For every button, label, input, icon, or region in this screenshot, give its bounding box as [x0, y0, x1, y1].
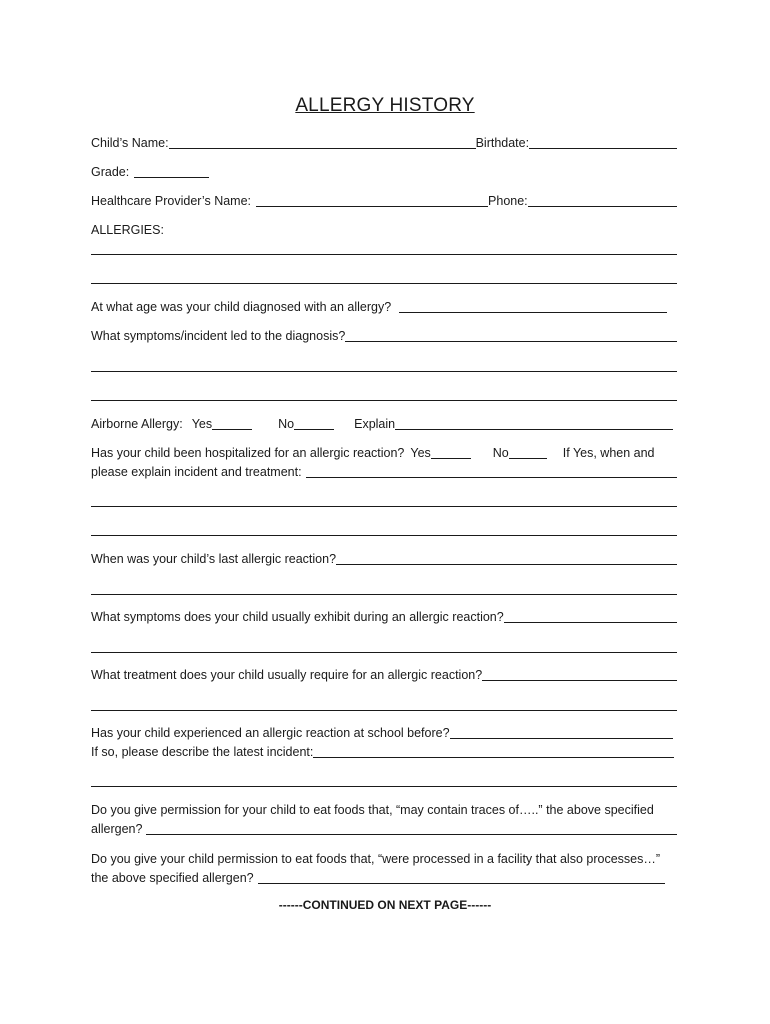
hospitalized-yes-label: Yes [410, 446, 431, 460]
allergies-row [91, 221, 677, 238]
traces-permission-label: Do you give permission for your child to eat foods that, “may contain traces of…..” the above specified [91, 803, 654, 817]
facility-allergen-row [91, 869, 677, 886]
symptoms-exhibit-field[interactable] [504, 609, 677, 623]
last-reaction-label: When was your child’s last allergic reaction? [91, 552, 337, 566]
diagnosis-age-row [91, 298, 677, 315]
phone-label: Phone: [488, 194, 528, 208]
hospitalized-explain-label: please explain incident and treatment: [91, 465, 302, 479]
hospitalized-label: Has your child been hospitalized for an allergic reaction? [91, 446, 405, 460]
diagnosis-symptoms-label: What symptoms/incident led to the diagnosis? [91, 329, 346, 343]
traces-allergen-row [91, 820, 677, 837]
facility-permission-label: Do you give your child permission to eat foods that, “were processed in a facility that also processes…” [91, 852, 661, 866]
symptoms-exhibit-row [91, 608, 677, 625]
hospitalized-row [91, 444, 677, 461]
airborne-no-field[interactable] [294, 416, 334, 430]
airborne-explain-label: Explain [354, 417, 396, 431]
symptoms-exhibit-label: What symptoms does your child usually exhibit during an allergic reaction? [91, 610, 504, 624]
facility-permission-field[interactable] [258, 870, 665, 884]
childs-name-field[interactable] [169, 135, 476, 149]
hospitalized-line-2[interactable] [91, 535, 677, 536]
allergies-line-2[interactable] [91, 283, 677, 284]
phone-field[interactable] [528, 193, 677, 207]
diagnosis-symptoms-field[interactable] [345, 328, 677, 342]
school-reaction-field[interactable] [450, 725, 673, 739]
grade-label: Grade: [91, 165, 130, 179]
hospitalized-yes-field[interactable] [431, 445, 471, 459]
continued-notice: ------CONTINUED ON NEXT PAGE------ [278, 898, 492, 912]
grade-field[interactable] [134, 164, 209, 178]
symptoms-exhibit-line-1[interactable] [91, 652, 677, 653]
hospitalized-line-1[interactable] [91, 506, 677, 507]
hospitalized-explain-field[interactable] [306, 464, 677, 478]
childs-name-row [91, 134, 677, 151]
allergies-label: ALLERGIES: [91, 223, 164, 237]
diagnosis-line-1[interactable] [91, 371, 677, 372]
provider-name-label: Healthcare Provider’s Name: [91, 194, 252, 208]
diagnosis-line-2[interactable] [91, 400, 677, 401]
form-title: ALLERGY HISTORY [295, 95, 475, 116]
provider-row [91, 192, 677, 209]
diagnosis-age-label: At what age was your child diagnosed with an allergy? [91, 300, 392, 314]
school-describe-row [91, 743, 677, 760]
last-reaction-line-1[interactable] [91, 594, 677, 595]
treatment-field[interactable] [482, 667, 677, 681]
last-reaction-row [91, 550, 677, 567]
hospitalized-if-yes-label: If Yes, when and [562, 446, 655, 460]
childs-name-label: Child’s Name: [91, 136, 169, 150]
traces-permission-row [91, 801, 677, 818]
airborne-label: Airborne Allergy: [91, 417, 183, 431]
airborne-no-label: No [278, 417, 295, 431]
facility-allergen-label: the above specified allergen? [91, 871, 254, 885]
hospitalized-explain-row [91, 463, 677, 480]
school-reaction-label: Has your child experienced an allergic reaction at school before? [91, 726, 450, 740]
diagnosis-age-field[interactable] [399, 299, 667, 313]
school-describe-field[interactable] [313, 744, 674, 758]
traces-allergen-label: allergen? [91, 822, 143, 836]
hospitalized-no-label: No [492, 446, 509, 460]
airborne-yes-label: Yes [191, 417, 213, 431]
treatment-line-1[interactable] [91, 710, 677, 711]
treatment-row [91, 666, 677, 683]
facility-permission-row [91, 850, 677, 867]
last-reaction-field[interactable] [336, 551, 677, 565]
diagnosis-symptoms-row [91, 327, 677, 344]
airborne-explain-field[interactable] [395, 416, 673, 430]
airborne-row [91, 415, 677, 432]
birthdate-field[interactable] [529, 135, 677, 149]
allergies-line-1[interactable] [91, 254, 677, 255]
provider-name-field[interactable] [256, 193, 488, 207]
school-line-1[interactable] [91, 786, 677, 787]
airborne-yes-field[interactable] [212, 416, 252, 430]
grade-row [91, 163, 677, 180]
hospitalized-no-field[interactable] [509, 445, 547, 459]
school-describe-label: If so, please describe the latest incident: [91, 745, 314, 759]
traces-permission-field[interactable] [146, 821, 677, 835]
school-reaction-row [91, 724, 677, 741]
birthdate-label: Birthdate: [475, 136, 530, 150]
treatment-label: What treatment does your child usually require for an allergic reaction? [91, 668, 483, 682]
